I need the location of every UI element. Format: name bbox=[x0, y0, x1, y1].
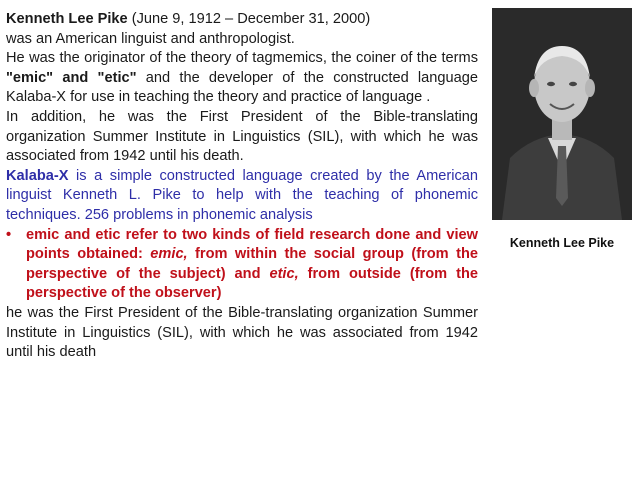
tagmemics-text-a: He was the originator of the theory of tagmemics, the coiner of the terms bbox=[6, 50, 478, 67]
emic-term: emic, bbox=[150, 246, 188, 263]
tagmemics-paragraph bbox=[6, 49, 478, 108]
closing-paragraph: he was the First President of the Bible-translating organization Summer Institute in Linguistics (SIL), with which he was associated from 1942 until his death bbox=[6, 304, 478, 361]
bullet-text-1: emic and etic refer to two kinds of field research done and view points obtained: bbox=[26, 226, 478, 263]
kalaba-term: Kalaba-X bbox=[6, 167, 69, 184]
portrait-photo bbox=[492, 8, 632, 220]
bullet-text bbox=[26, 226, 478, 304]
kalaba-description: is a simple constructed language created by the American linguist Kenneth L. Pike to help with the teaching of phonemic techniques. 256 problems in phonemic analysis bbox=[6, 167, 478, 223]
life-dates: (June 9, 1912 – December 31, 2000) bbox=[127, 11, 371, 27]
bullet-text-3: from outside (from the perspective of the observer) bbox=[26, 265, 478, 302]
etic-term: etic, bbox=[269, 265, 299, 282]
emic-etic-bullet bbox=[6, 226, 478, 304]
tagmemics-text-c: and the developer of the constructed language Kalaba-X for use in teaching the theory and practice of language . bbox=[6, 69, 478, 106]
sil-paragraph: In addition, he was the First President of the Bible-translating organization Summer Institute in Linguistics (SIL), with which he was associated from 1942 until his death. bbox=[6, 108, 478, 165]
portrait-illustration bbox=[492, 8, 632, 220]
bullet-icon: • bbox=[6, 226, 12, 243]
intro-paragraph bbox=[6, 10, 478, 49]
intro-description: was an American linguist and anthropologist. bbox=[6, 30, 295, 47]
photo-caption: Kenneth Lee Pike bbox=[509, 236, 615, 250]
kalaba-paragraph bbox=[6, 167, 478, 226]
emic-etic-terms: "emic" and "etic" bbox=[6, 69, 137, 86]
body-text bbox=[6, 10, 478, 363]
bullet-text-2: from within the social group (from the perspective of the subject) and bbox=[26, 246, 478, 282]
person-name: Kenneth Lee Pike bbox=[6, 11, 128, 27]
